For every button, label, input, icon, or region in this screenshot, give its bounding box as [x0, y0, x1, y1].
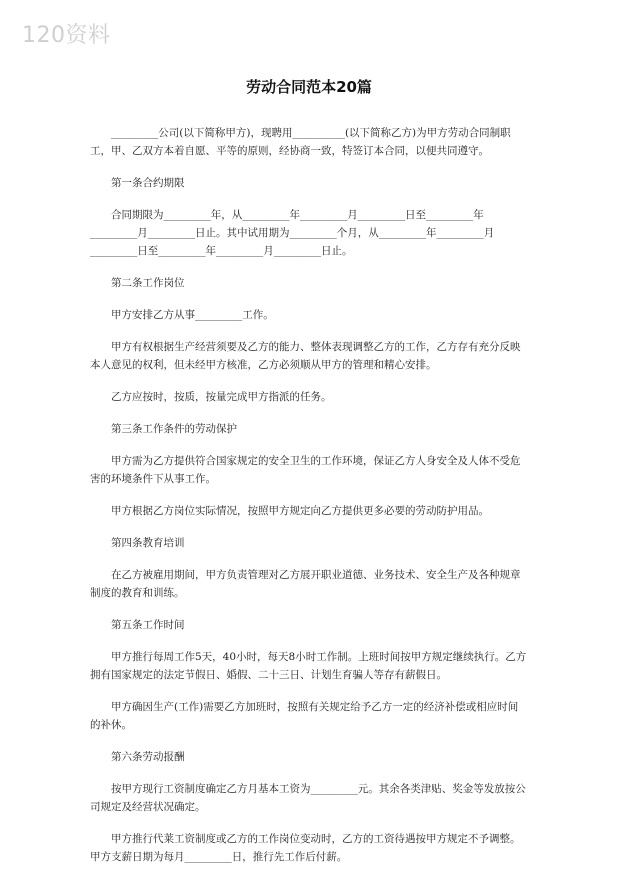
section-paragraph: 甲方有权根据生产经营须要及乙方的能力、整体表现调整乙方的工作，乙方存有充分反映本人意见的权利，但未经甲方核准，乙方必须顺从甲方的管理和精心安排。 [90, 341, 521, 371]
section-heading: 第三条工作条件的劳动保护 [111, 423, 237, 435]
section-paragraph: 合同期限为_________年，从_________年_________月_________日至_________年_________月_________日止。其中试用期为_________个月，从_________年_________月_________日至_________年_________月_________日止。 [90, 209, 495, 257]
section-paragraph: 甲方推行代莱工资制度或乙方的工作岗位变动时，乙方的工资待遇按甲方规定不予调整。甲方支薪日期为每月_________日，推行先工作后付薪。 [90, 833, 521, 863]
section-heading: 第六条劳动报酬 [111, 751, 185, 763]
section-paragraph: 按甲方现行工资制度确定乙方月基本工资为_________元。其余各类津贴、奖金等发放按公司规定及经营状况确定。 [90, 783, 526, 813]
section-paragraph: 甲方安排乙方从事_________工作。 [111, 309, 274, 321]
section-paragraph: 甲方根据乙方岗位实际情况，按照甲方规定向乙方提供更多必要的劳动防护用品。 [111, 505, 489, 517]
section-paragraph: 乙方应按时，按质，按量完成甲方指派的任务。 [111, 391, 332, 403]
section-paragraph: 在乙方被雇用期间，甲方负责管理对乙方展开职业道德、业务技术、安全生产及各种规章制度的教育和训练。 [90, 569, 521, 599]
section-heading: 第四条教育培训 [111, 537, 185, 549]
section-heading: 第五条工作时间 [111, 619, 185, 631]
intro-paragraph: _________公司(以下简称甲方)，现聘用__________(以下简称乙方)为甲方劳动合同制职工，甲、乙双方本着自愿、平等的原则，经协商一致，特签订本合同，以便共同遵守。 [90, 127, 511, 157]
section-heading: 第二条工作岗位 [111, 277, 185, 289]
section-paragraph: 甲方确因生产(工作)需要乙方加班时，按照有关规定给予乙方一定的经济补偿或相应时间的补休。 [90, 701, 519, 731]
document-title: 劳动合同范本20篇 [246, 78, 372, 96]
section-heading: 第一条合约期限 [111, 177, 185, 189]
section-paragraph: 甲方需为乙方提供符合国家规定的安全卫生的工作环境，保证乙方人身安全及人体不受危害的环境条件下从事工作。 [90, 455, 521, 485]
section-paragraph: 甲方推行每周工作5天，40小时，每天8小时工作制。上班时间按甲方规定继续执行。乙方拥有国家规定的法定节假日、婚假、二十三日、计划生育骗人等存有薪假日。 [90, 651, 527, 681]
document-body [90, 124, 528, 880]
watermark-logo: 120资料 [22, 23, 111, 48]
